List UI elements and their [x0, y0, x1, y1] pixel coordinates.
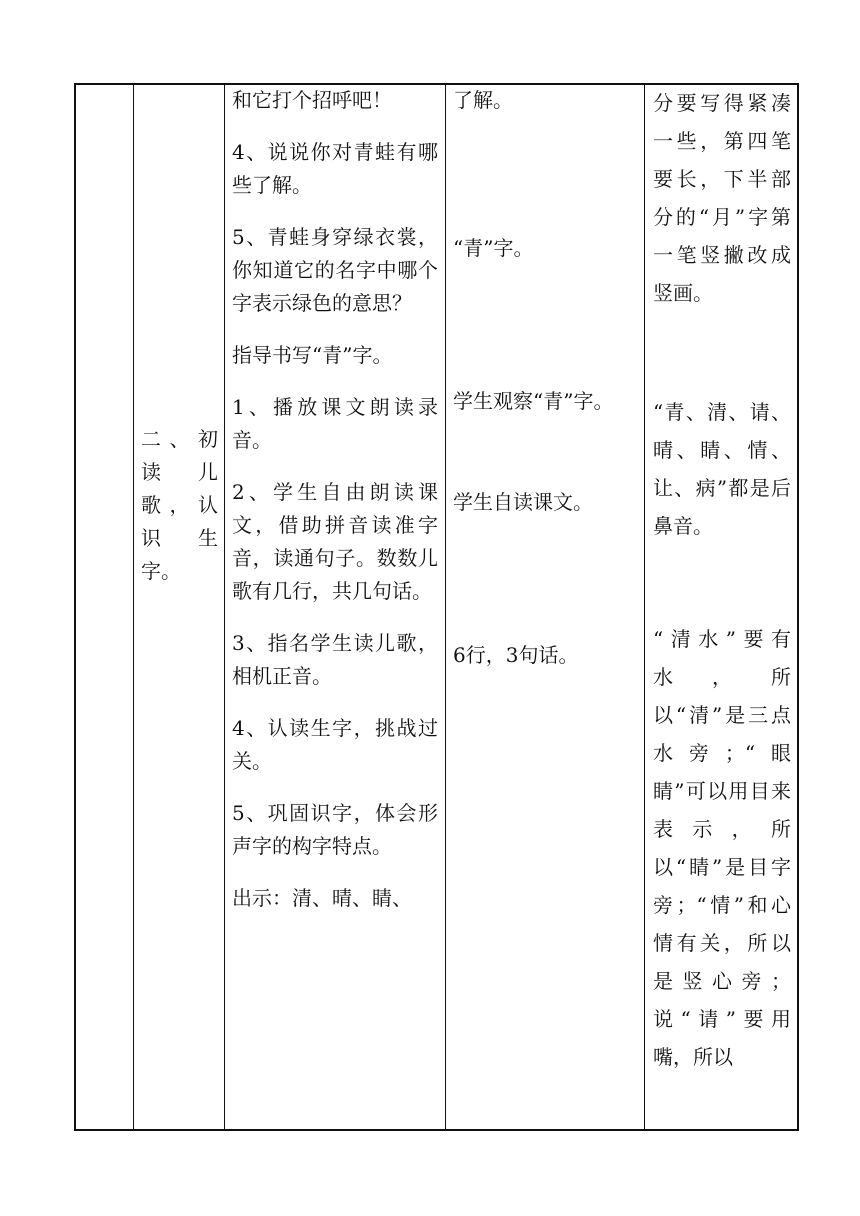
section-label-line: 识 生: [141, 526, 218, 550]
student-activity-text: 学生观察“青”字。: [453, 389, 614, 413]
teacher-activities-column: [232, 84, 438, 915]
section-label-line: 读 儿: [141, 460, 218, 484]
table-bottom-border: [74, 1129, 799, 1131]
activity-text: 2、学生自由朗读课文，借助拼音读准字音，读通句子。数数儿歌有几行，共几句话。: [232, 480, 438, 603]
activity-text: 5、青蛙身穿绿衣裳，你知道它的名字中哪个字表示绿色的意思？: [232, 225, 438, 315]
student-activity: [453, 84, 641, 117]
column-divider-4: [644, 83, 645, 1131]
note-text: 分要写得紧凑一些，第四笔要长，下半部分的“月”字第一笔竖撇改成竖画。: [653, 91, 791, 305]
column-divider-1: [133, 83, 134, 1131]
design-notes: [653, 84, 791, 312]
design-notes: [653, 620, 791, 1076]
section-label: [141, 423, 218, 588]
student-activity-text: “青”字。: [453, 236, 534, 260]
design-notes: [653, 393, 791, 545]
note-text: “清水”要有水，所以“清”是三点水旁；“眼睛”可以用目来表示，所以“睛”是目字旁；“情”和心情有关，所以是竖心旁；说“请”要用嘴，所以: [653, 627, 791, 1069]
section-label-line: 歌，认: [141, 493, 218, 517]
student-activity: [453, 639, 641, 672]
section-label-line: 二、初: [141, 427, 218, 451]
student-activity: [453, 385, 645, 418]
activity-text: 5、巩固识字，体会形声字的构字特点。: [232, 801, 438, 858]
note-text: “青、清、请、晴、睛、情、让、病”都是后鼻音。: [653, 400, 791, 538]
section-label-line: 字。: [141, 559, 181, 583]
column-divider-3: [445, 83, 446, 1131]
activity-text: 4、说说你对青蛙有哪些了解。: [232, 140, 438, 197]
activity-text: 和它打个招呼吧！: [232, 88, 392, 112]
activity-text: 指导书写“青”字。: [232, 343, 393, 367]
activity-text: 1、播放课文朗读录音。: [232, 395, 438, 452]
column-divider-2: [224, 83, 225, 1131]
student-activity-text: 了解。: [453, 88, 513, 112]
activity-text: 4、认读生字，挑战过关。: [232, 716, 438, 773]
activity-text: 3、指名学生读儿歌，相机正音。: [232, 631, 438, 688]
student-activity: [453, 232, 641, 265]
table-right-border: [797, 83, 799, 1131]
student-activity-text: 学生自读课文。: [453, 490, 593, 514]
table-left-border: [74, 83, 76, 1131]
student-activity: [453, 486, 641, 519]
activity-text: 出示：清、晴、睛、: [232, 886, 412, 910]
student-activity-text: 6行，3句话。: [453, 643, 579, 667]
